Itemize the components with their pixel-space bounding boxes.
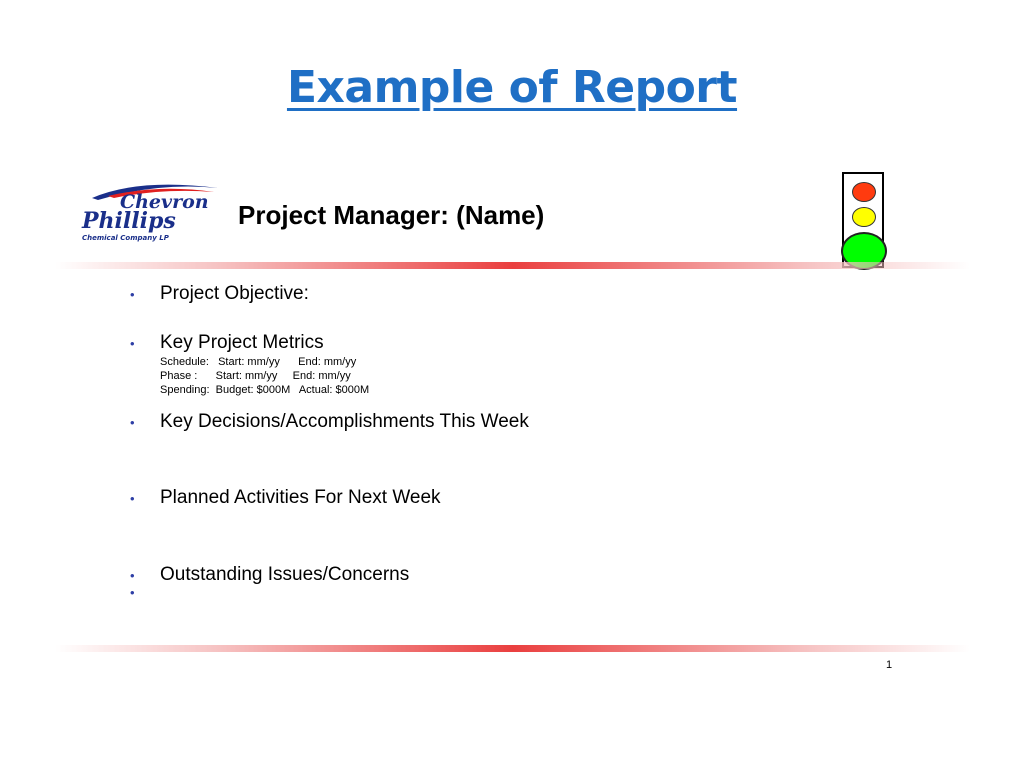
logo-text-company: Chemical Company LP	[82, 234, 169, 242]
metrics-phase: Phase : Start: mm/yy End: mm/yy	[160, 370, 351, 382]
traffic-light-red-lamp	[852, 182, 876, 202]
traffic-light-yellow-lamp	[852, 207, 876, 227]
list-item-issues: Outstanding Issues/Concerns	[160, 564, 410, 585]
bullet-empty: •	[130, 585, 135, 600]
project-manager-heading: Project Manager: (Name)	[238, 200, 545, 230]
metrics-spending: Spending: Budget: $000M Actual: $000M	[160, 384, 370, 396]
logo-text-phillips: Phillips	[82, 208, 176, 234]
bullet: •	[130, 336, 135, 351]
bullet: •	[130, 415, 135, 430]
bullet: •	[130, 287, 135, 302]
top-divider	[55, 262, 970, 269]
logo-text-chevron: Chevron	[120, 191, 209, 213]
bullet: •	[130, 491, 135, 506]
metrics-schedule: Schedule: Start: mm/yy End: mm/yy	[160, 356, 357, 368]
list-item-metrics: Key Project Metrics	[160, 332, 324, 353]
slide-title	[0, 62, 1024, 113]
list-item-planned: Planned Activities For Next Week	[160, 487, 441, 508]
traffic-light-icon	[842, 172, 884, 268]
bullet: •	[130, 568, 135, 583]
chevron-phillips-logo	[78, 176, 220, 246]
page-number: 1	[886, 659, 893, 671]
list-item-decisions: Key Decisions/Accomplishments This Week	[160, 411, 529, 432]
bottom-divider	[55, 645, 970, 652]
list-item-objective: Project Objective:	[160, 283, 309, 304]
slide-title-text: Example of Report	[286, 62, 738, 113]
